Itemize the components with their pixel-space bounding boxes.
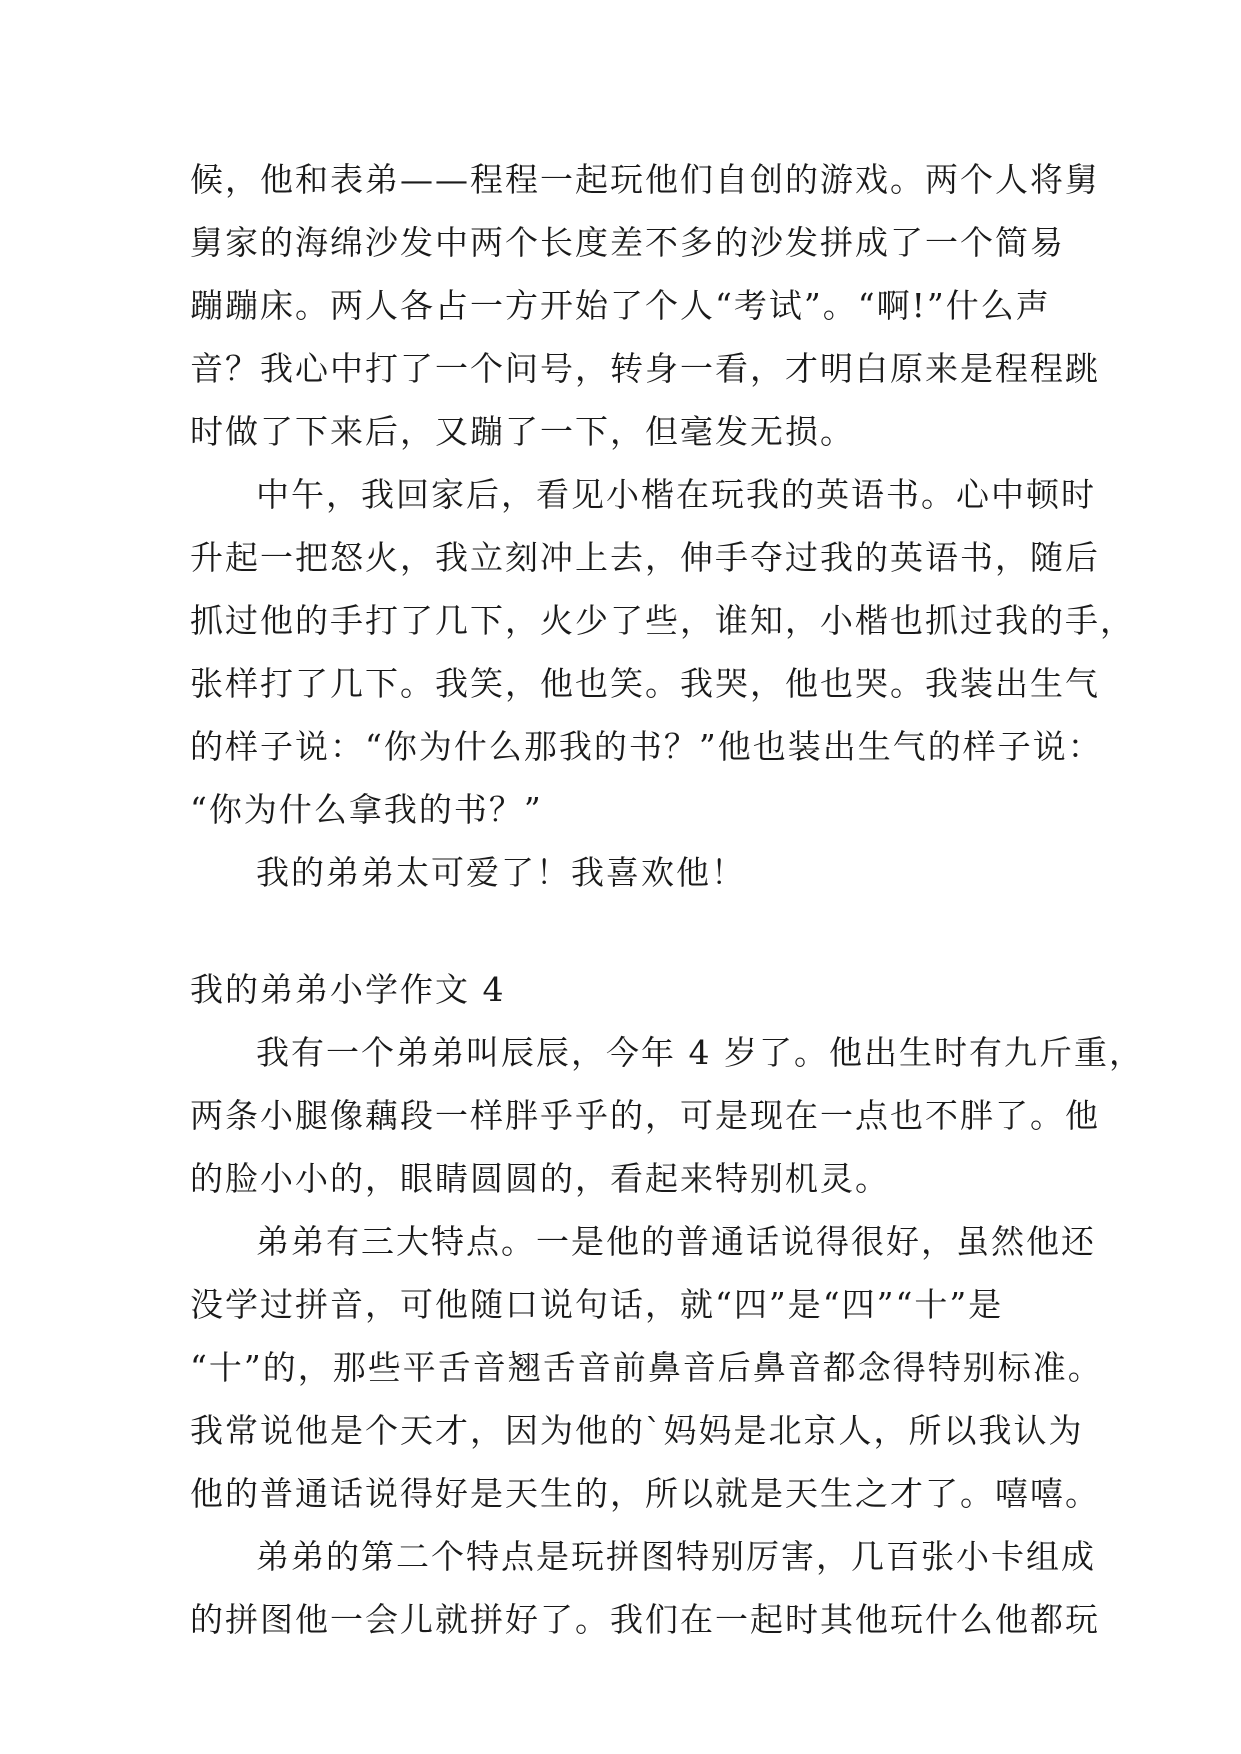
paragraph-line: 我常说他是个天才，因为他的`妈妈是北京人，所以我认为 <box>190 1411 1084 1450</box>
paragraph-line: 我有一个弟弟叫辰辰，今年 4 岁了。他出生时有九斤重， <box>256 1033 1144 1072</box>
paragraph-line: “你为什么拿我的书？” <box>190 790 543 829</box>
paragraph-line: 蹦蹦床。两人各占一方开始了个人“考试”。“啊!”什么声 <box>190 286 1051 325</box>
section-heading: 我的弟弟小学作文 4 <box>190 970 506 1009</box>
paragraph-line: 的样子说：“你为什么那我的书？”他也装出生气的样子说： <box>190 727 1103 766</box>
paragraph-line: 舅家的海绵沙发中两个长度差不多的沙发拼成了一个简易 <box>190 223 1065 262</box>
paragraph-line: 没学过拼音，可他随口说句话，就“四”是“四”“十”是 <box>190 1285 1004 1324</box>
paragraph-line: 我的弟弟太可爱了！我喜欢他！ <box>256 853 746 892</box>
paragraph-line: 的拼图他一会儿就拼好了。我们在一起时其他玩什么他都玩 <box>190 1600 1100 1639</box>
paragraph-line: 弟弟有三大特点。一是他的普通话说得很好，虽然他还 <box>256 1222 1096 1261</box>
paragraph-line: “十”的，那些平舌音翘舌音前鼻音后鼻音都念得特别标准。 <box>190 1348 1103 1387</box>
paragraph-line: 张样打了几下。我笑，他也笑。我哭，他也哭。我装出生气 <box>190 664 1100 703</box>
paragraph-line: 抓过他的手打了几下，火少了些，谁知，小楷也抓过我的手， <box>190 601 1135 640</box>
paragraph-line: 时做了下来后，又蹦了一下，但毫发无损。 <box>190 412 855 451</box>
paragraph-line: 中午，我回家后，看见小楷在玩我的英语书。心中顿时 <box>256 475 1096 514</box>
paragraph-line: 他的普通话说得好是天生的，所以就是天生之才了。嘻嘻。 <box>190 1474 1100 1513</box>
paragraph-line: 候，他和表弟——程程一起玩他们自创的游戏。两个人将舅 <box>190 160 1100 199</box>
paragraph-line: 两条小腿像藕段一样胖乎乎的，可是现在一点也不胖了。他 <box>190 1096 1100 1135</box>
paragraph-line: 弟弟的第二个特点是玩拼图特别厉害，几百张小卡组成 <box>256 1537 1096 1576</box>
paragraph-line: 升起一把怒火，我立刻冲上去，伸手夺过我的英语书，随后 <box>190 538 1100 577</box>
paragraph-line: 音？我心中打了一个问号，转身一看，才明白原来是程程跳 <box>190 349 1100 388</box>
paragraph-line: 的脸小小的，眼睛圆圆的，看起来特别机灵。 <box>190 1159 890 1198</box>
